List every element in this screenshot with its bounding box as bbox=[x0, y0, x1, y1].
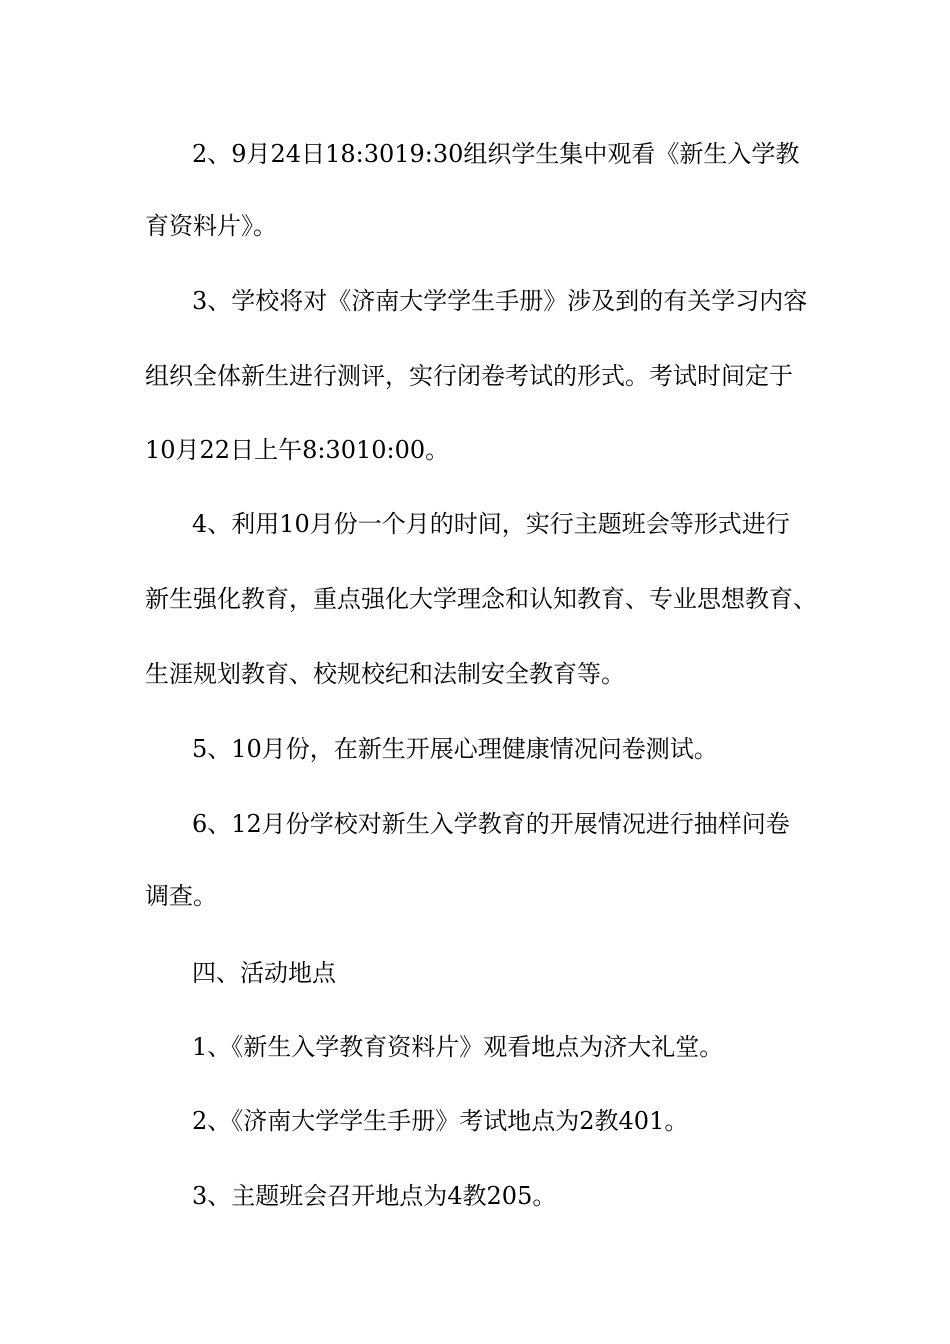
paragraph-1-line-1: 2、9月24日18:3019:30组织学生集中观看《新生入学教 bbox=[192, 140, 800, 168]
paragraph-9-line-1: 3、主题班会召开地点为4教205。 bbox=[192, 1182, 557, 1210]
paragraph-3-line-3: 生涯规划教育、校规校纪和法制安全教育等。 bbox=[145, 660, 625, 688]
paragraph-2-line-3: 10月22日上午8:3010:00。 bbox=[145, 436, 450, 464]
paragraph-4-line-1: 5、10月份，在新生开展心理健康情况问卷测试。 bbox=[192, 735, 718, 763]
paragraph-1-line-2: 育资料片》。 bbox=[145, 212, 277, 240]
paragraph-5-line-2: 调查。 bbox=[145, 882, 217, 910]
paragraph-3-line-2: 新生强化教育，重点强化大学理念和认知教育、专业思想教育、 bbox=[145, 585, 817, 613]
paragraph-3-line-1: 4、利用10月份一个月的时间，实行主题班会等形式进行 bbox=[192, 510, 790, 538]
paragraph-2-line-2: 组织全体新生进行测评，实行闭卷考试的形式。考试时间定于 bbox=[145, 362, 793, 390]
paragraph-8-line-1: 2、《济南大学学生手册》考试地点为2教401。 bbox=[192, 1107, 689, 1135]
paragraph-5-line-1: 6、12月份学校对新生入学教育的开展情况进行抽样问卷 bbox=[192, 810, 790, 838]
section-heading: 四、活动地点 bbox=[192, 959, 336, 987]
paragraph-7-line-1: 1、《新生入学教育资料片》观看地点为济大礼堂。 bbox=[192, 1033, 724, 1061]
paragraph-2-line-1: 3、学校将对《济南大学学生手册》涉及到的有关学习内容 bbox=[192, 287, 808, 315]
